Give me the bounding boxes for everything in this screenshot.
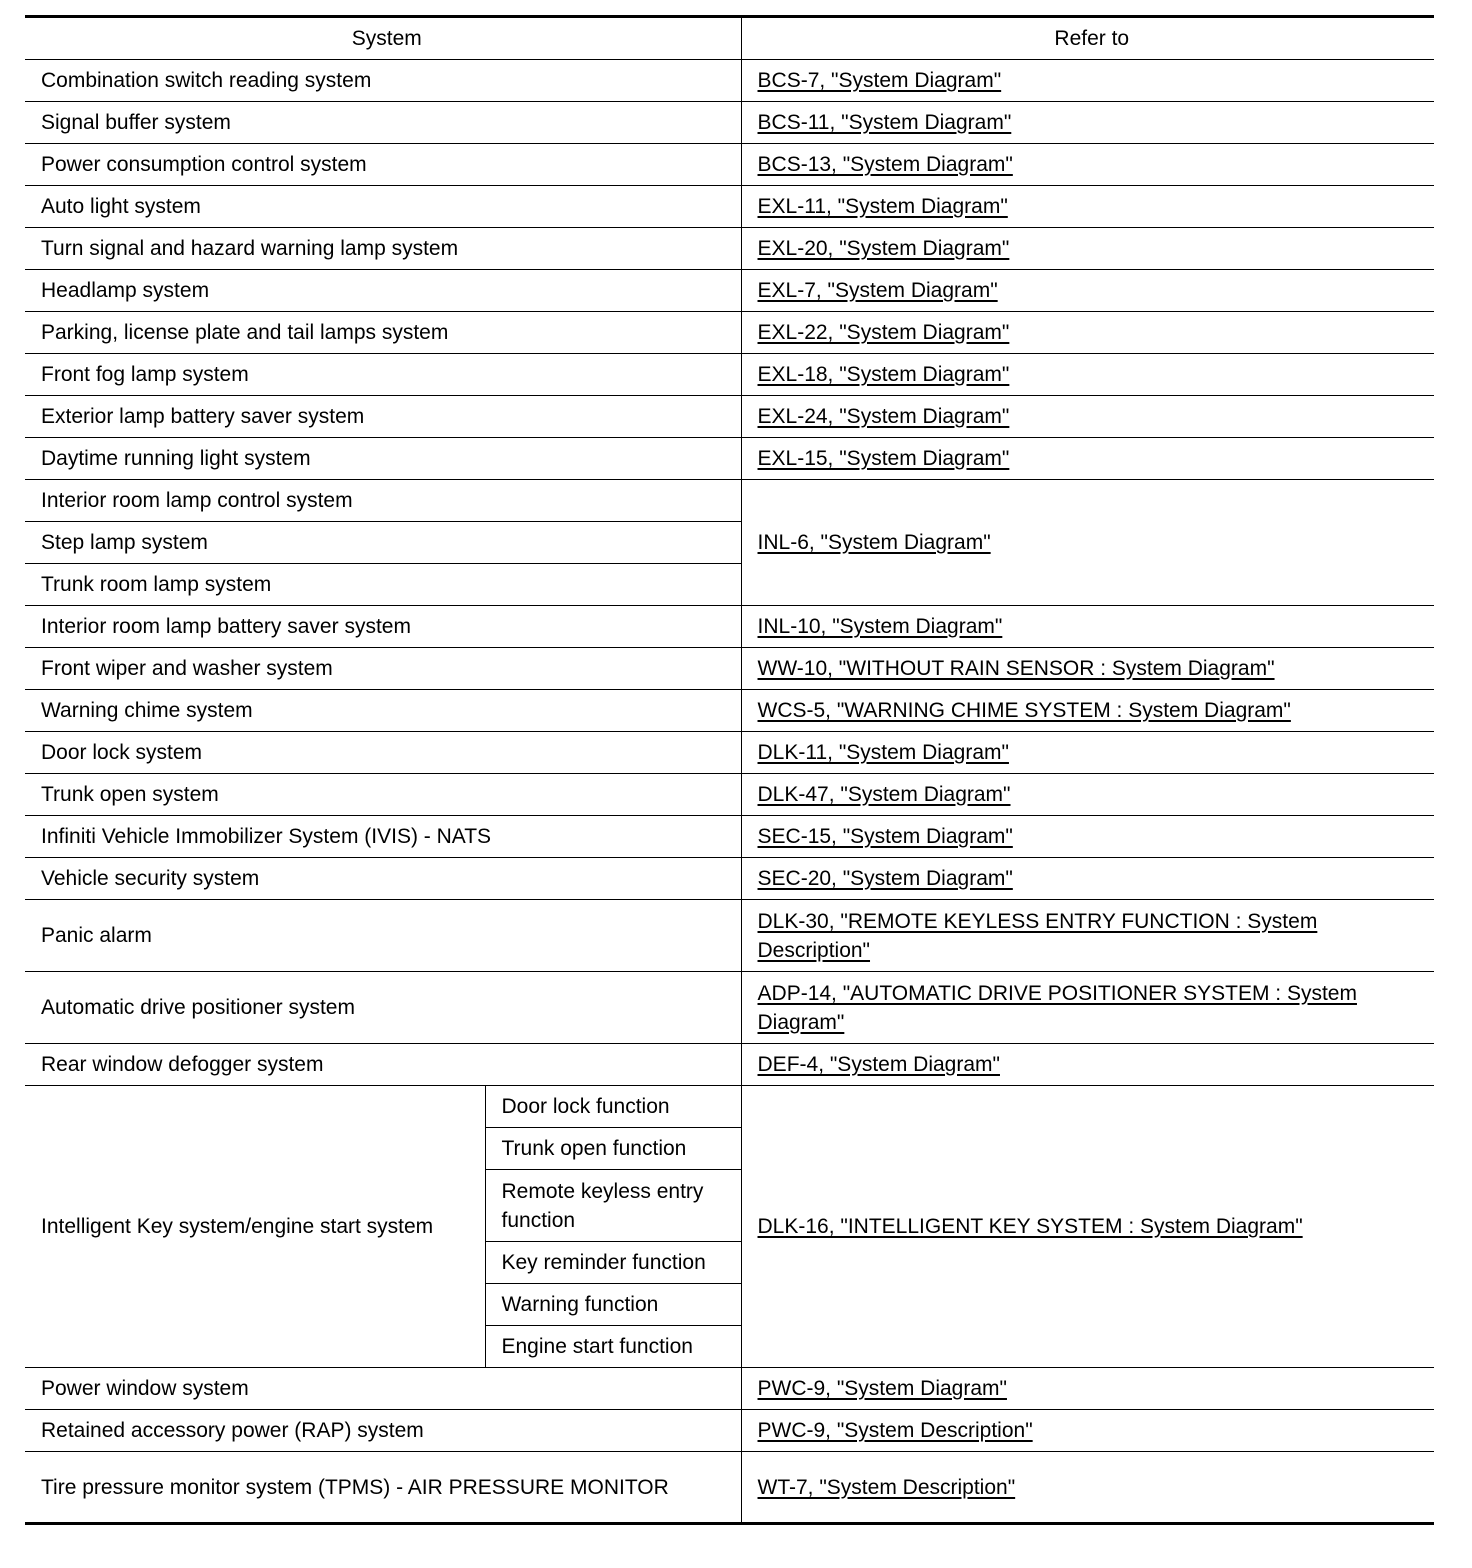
function-cell: Door lock function [485,1086,741,1128]
table-row [25,144,1434,186]
table-row [25,690,1434,732]
system-cell: Interior room lamp control system [25,480,741,522]
system-cell: Tire pressure monitor system (TPMS) - AIR PRESSURE MONITOR [25,1452,741,1524]
system-cell: Automatic drive positioner system [25,972,741,1044]
table-row [25,186,1434,228]
function-cell: Trunk open function [485,1128,741,1170]
reference-cell [741,1044,1434,1086]
reference-cell [741,438,1434,480]
reference-cell [741,1452,1434,1524]
reference-link[interactable]: SEC-20, "System Diagram" [757,867,1013,890]
reference-link[interactable]: EXL-7, "System Diagram" [757,279,998,302]
table-row [25,480,1434,522]
table-row [25,102,1434,144]
system-cell: Trunk open system [25,774,741,816]
system-cell: Front wiper and washer system [25,648,741,690]
reference-link[interactable]: INL-6, "System Diagram" [757,531,991,554]
reference-link[interactable]: INL-10, "System Diagram" [757,615,1003,638]
column-header-system: System [25,17,741,60]
reference-cell [741,480,1434,606]
system-cell: Auto light system [25,186,741,228]
reference-cell [741,816,1434,858]
reference-link[interactable]: DLK-11, "System Diagram" [757,741,1009,764]
table-header-row [25,17,1434,60]
table-row [25,228,1434,270]
reference-cell [741,396,1434,438]
reference-link[interactable]: SEC-15, "System Diagram" [757,825,1013,848]
system-cell: Panic alarm [25,900,741,972]
reference-link[interactable]: EXL-11, "System Diagram" [757,195,1008,218]
table-row [25,60,1434,102]
reference-cell [741,60,1434,102]
reference-link[interactable]: EXL-24, "System Diagram" [757,405,1010,428]
reference-cell [741,1086,1434,1368]
reference-cell [741,606,1434,648]
system-cell: Combination switch reading system [25,60,741,102]
system-cell: Rear window defogger system [25,1044,741,1086]
system-cell: Headlamp system [25,270,741,312]
reference-link[interactable]: ADP-14, "AUTOMATIC DRIVE POSITIONER SYSTEM : System Diagram" [757,981,1357,1034]
reference-link[interactable]: DLK-30, "REMOTE KEYLESS ENTRY FUNCTION : System Description" [757,909,1318,962]
table-row [25,438,1434,480]
table-row [25,858,1434,900]
reference-link[interactable]: WCS-5, "WARNING CHIME SYSTEM : System Diagram" [757,699,1291,722]
system-cell: Intelligent Key system/engine start system [25,1086,485,1368]
reference-link[interactable]: EXL-22, "System Diagram" [757,321,1010,344]
reference-cell [741,186,1434,228]
system-cell: Trunk room lamp system [25,564,741,606]
table-row [25,1410,1434,1452]
system-cell: Power window system [25,1368,741,1410]
function-cell: Warning function [485,1284,741,1326]
reference-cell [741,270,1434,312]
reference-link[interactable]: EXL-20, "System Diagram" [757,237,1010,260]
table-row [25,606,1434,648]
reference-cell [741,732,1434,774]
reference-cell [741,774,1434,816]
system-cell: Infiniti Vehicle Immobilizer System (IVIS) - NATS [25,816,741,858]
reference-cell [741,354,1434,396]
function-cell: Engine start function [485,1326,741,1368]
system-cell: Retained accessory power (RAP) system [25,1410,741,1452]
function-cell: Key reminder function [485,1242,741,1284]
table-row [25,732,1434,774]
system-cell: Signal buffer system [25,102,741,144]
system-cell: Power consumption control system [25,144,741,186]
reference-link[interactable]: EXL-18, "System Diagram" [757,363,1010,386]
table-row [25,270,1434,312]
reference-cell [741,972,1434,1044]
table-row [25,1086,1434,1128]
reference-link[interactable]: BCS-11, "System Diagram" [757,111,1012,134]
table-row [25,312,1434,354]
table-row [25,354,1434,396]
table-row [25,816,1434,858]
table-row [25,1044,1434,1086]
table-row [25,972,1434,1044]
system-cell: Front fog lamp system [25,354,741,396]
reference-link[interactable]: BCS-13, "System Diagram" [757,153,1013,176]
table-row [25,648,1434,690]
system-cell: Interior room lamp battery saver system [25,606,741,648]
column-header-refer-to: Refer to [741,17,1434,60]
system-cell: Turn signal and hazard warning lamp system [25,228,741,270]
reference-cell [741,690,1434,732]
table-row [25,1368,1434,1410]
table-row [25,1452,1434,1524]
reference-cell [741,900,1434,972]
reference-cell [741,858,1434,900]
function-cell: Remote keyless entry function [485,1170,741,1242]
reference-cell [741,648,1434,690]
reference-link[interactable]: DEF-4, "System Diagram" [757,1053,1000,1076]
reference-cell [741,144,1434,186]
reference-cell [741,102,1434,144]
system-cell: Warning chime system [25,690,741,732]
system-reference-table [25,15,1434,1525]
reference-link[interactable]: PWC-9, "System Diagram" [757,1377,1007,1400]
system-cell: Daytime running light system [25,438,741,480]
reference-link[interactable]: WW-10, "WITHOUT RAIN SENSOR : System Diagram" [757,657,1275,680]
reference-link[interactable]: BCS-7, "System Diagram" [757,69,1002,92]
system-cell: Exterior lamp battery saver system [25,396,741,438]
reference-cell [741,312,1434,354]
reference-link[interactable]: EXL-15, "System Diagram" [757,447,1010,470]
system-cell: Parking, license plate and tail lamps system [25,312,741,354]
system-cell: Vehicle security system [25,858,741,900]
reference-link[interactable]: DLK-47, "System Diagram" [757,783,1011,806]
reference-link[interactable]: PWC-9, "System Description" [757,1419,1033,1442]
reference-cell [741,228,1434,270]
reference-link[interactable]: WT-7, "System Description" [757,1475,1016,1499]
table-row [25,396,1434,438]
reference-link[interactable]: DLK-16, "INTELLIGENT KEY SYSTEM : System Diagram" [757,1215,1303,1238]
table-row [25,900,1434,972]
reference-cell [741,1368,1434,1410]
table-row [25,774,1434,816]
reference-cell [741,1410,1434,1452]
system-cell: Door lock system [25,732,741,774]
system-cell: Step lamp system [25,522,741,564]
